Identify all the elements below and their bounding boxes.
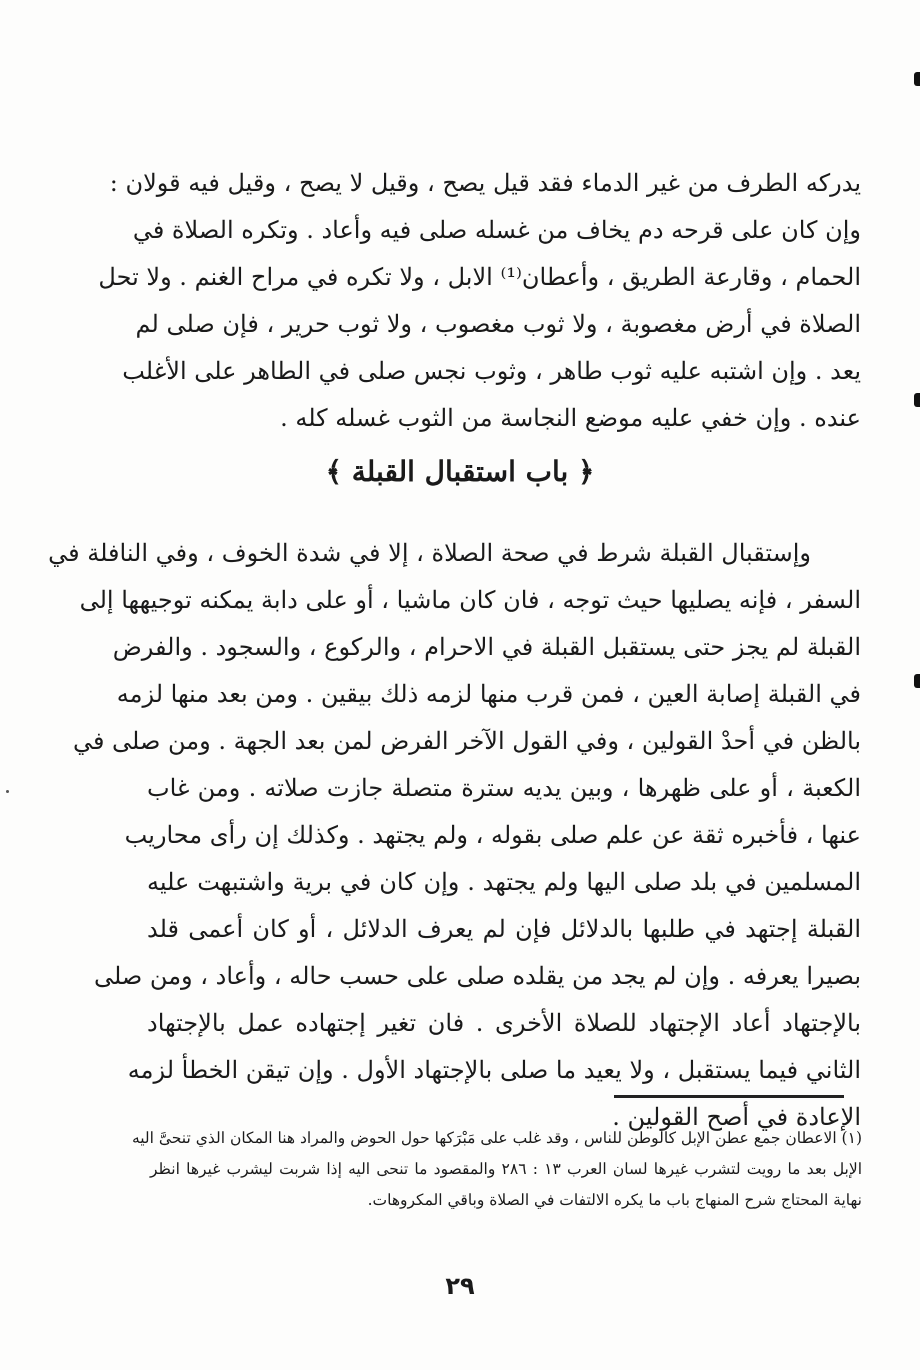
text-line: وإن كان على قرحه دم يخاف من غسله صلى فيه وأعاد . وتكره الصلاة في [132,216,861,244]
binding-mark [914,72,920,86]
text-line: الصلاة في أرض مغصوبة ، ولا ثوب مغصوب ، ولا ثوب حرير ، فإن صلى لم [135,310,861,338]
text-line: عنها ، فأخبره ثقة عن علم صلى بقوله ، ولم يجتهد . وكذلك إن رأى محاريب [124,821,861,849]
chapter-title: ﴿ باب استقبال القبلة ﴾ [325,455,595,488]
text-line: بالظن في أحدْ القولين ، وفي القول الآخر الفرض لمن بعد الجهة . ومن صلى في [72,727,861,755]
text-line: المسلمين في بلد صلى اليها ولم يجتهد . وإن كان في برية واشتبهت عليه [147,868,861,896]
text-line: الكعبة ، أو على ظهرها ، وبين يديه سترة متصلة جازت صلاته . ومن غاب [147,774,861,802]
footnote-line: نهاية المحتاج شرح المنهاج باب ما يكره الالتفات في الصلاة وباقي المكروهات. [367,1191,862,1209]
footnotes [131,1123,863,1216]
paragraph-top [98,160,861,442]
text-line: يدركه الطرف من غير الدماء فقد قيل يصح ، وقيل لا يصح ، وقيل فيه قولان : [109,169,861,197]
scan-speck [6,790,9,793]
text-line: عنده . وإن خفي عليه موضع النجاسة من الثوب غسله كله . [280,404,861,432]
text-line: بصيرا يعرفه . وإن لم يجد من يقلده صلى على حسب حاله ، وأعاد ، ومن صلى [93,962,861,990]
text-line: في القبلة إصابة العين ، فمن قرب منها لزمه ذلك بيقين . ومن بعد منها لزمه [116,680,861,708]
text-line: يعد . وإن اشتبه عليه ثوب طاهر ، وثوب نجس صلى في الطاهر على الأغلب [122,357,861,385]
page-number: ٢٩ [445,1272,475,1300]
text-line: وإستقبال القبلة شرط في صحة الصلاة ، إلا في شدة الخوف ، وفي النافلة في [48,539,811,567]
footnote-divider [614,1095,844,1098]
text-line: القبلة لم يجز حتى يستقبل القبلة في الاحرام ، والركوع ، والسجود . والفرض [112,633,861,661]
paragraph-main [48,530,861,1141]
text-line: الحمام ، وقارعة الطريق ، وأعطان⁽¹⁾ الابل ، ولا تكره في مراح الغنم . ولا تحل [98,263,861,291]
footnote-line: (١) الاعطان جمع عطن الإبل كالوطن للناس ، وقد غلب على مَبْرَكها حول الحوض والمراد هنا المكان الذي تنحىَّ اليه [131,1129,862,1147]
footnote-line: الإبل بعد ما رويت لتشرب غيرها لسان العرب ١٣ : ٢٨٦ والمقصود ما تنحى اليه إذا شربت ليشرب غيرها انظر [150,1160,863,1178]
text-line: الإعادة في أصح القولين . [612,1103,861,1131]
text-line: السفر ، فإنه يصليها حيث توجه ، فان كان ماشيا ، أو على دابة يمكنه توجيهها إلى [79,586,861,614]
binding-mark [914,674,920,688]
text-line: الثاني فيما يستقبل ، ولا يعيد ما صلى بالإجتهاد الأول . وإن تيقن الخطأ لزمه [127,1056,861,1084]
text-line: القبلة إجتهد في طلبها بالدلائل فإن لم يعرف الدلائل ، أو كان أعمى قلد [147,915,861,943]
binding-mark [914,393,920,407]
text-line: بالإجتهاد أعاد الإجتهاد للصلاة الأخرى . فان تغير إجتهاده عمل بالإجتهاد [147,1009,861,1037]
